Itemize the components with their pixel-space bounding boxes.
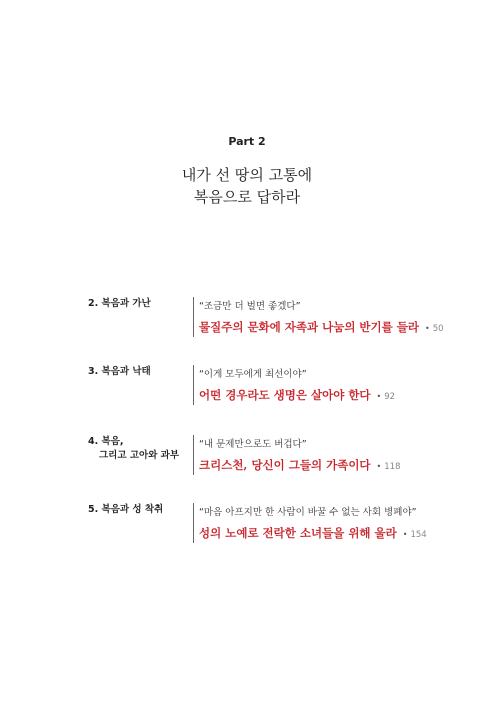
chapter-heading-line-1: 5. 복음과 성 착취 (88, 504, 164, 515)
chapter-subtitle: 성의 노예로 전락한 소녀들을 위해 울라 (199, 526, 397, 540)
chapter-subtitle-line (199, 384, 395, 403)
chapter-subtitle: 크리스천, 당신이 그들의 가족이다 (199, 458, 371, 472)
part-label: Part 2 (228, 135, 266, 148)
chapter-quote: “마음 아프지만 한 사람이 바꿀 수 없는 사회 병폐야” (199, 507, 417, 518)
chapter-heading (88, 435, 188, 463)
bullet-icon: • (402, 530, 408, 539)
page-number: 154 (410, 530, 427, 540)
chapter-quote: “이게 모두에게 최선이야” (199, 369, 307, 380)
page-number: 118 (384, 462, 401, 472)
page-number: 50 (432, 324, 444, 334)
chapter-heading (88, 297, 188, 311)
part-title (0, 164, 494, 208)
chapter-heading-line-1: 2. 복음과 가난 (88, 298, 151, 309)
chapter-subtitle-line (199, 454, 401, 473)
chapter-heading-line-1: 3. 복음과 낙태 (88, 366, 151, 377)
divider-line (193, 297, 194, 337)
chapter-subtitle-line (199, 316, 444, 335)
chapter-heading-line-1: 4. 복음, (88, 436, 124, 447)
page-number: 92 (384, 392, 396, 402)
chapter-subtitle-line (199, 522, 427, 541)
chapter-subtitle: 어떤 경우라도 생명은 살아야 한다 (199, 388, 371, 402)
bullet-icon: • (376, 462, 382, 471)
chapter-subtitle: 물질주의 문화에 자족과 나눔의 반기를 들라 (199, 320, 419, 334)
bullet-icon: • (424, 324, 430, 333)
divider-line (193, 503, 194, 543)
divider-line (193, 435, 194, 475)
divider-line (193, 365, 194, 405)
chapter-heading (88, 365, 188, 379)
chapter-heading (88, 503, 188, 517)
chapter-quote: “내 문제만으로도 버겁다” (199, 439, 307, 450)
bullet-icon: • (376, 392, 382, 401)
chapter-heading-line-2: 그리고 고아와 과부 (99, 450, 180, 461)
part-title-line-1: 내가 선 땅의 고통에 (181, 166, 313, 184)
part-title-line-2: 복음으로 답하라 (193, 188, 301, 206)
chapter-quote: “조금만 더 벌면 좋겠다” (199, 301, 301, 312)
